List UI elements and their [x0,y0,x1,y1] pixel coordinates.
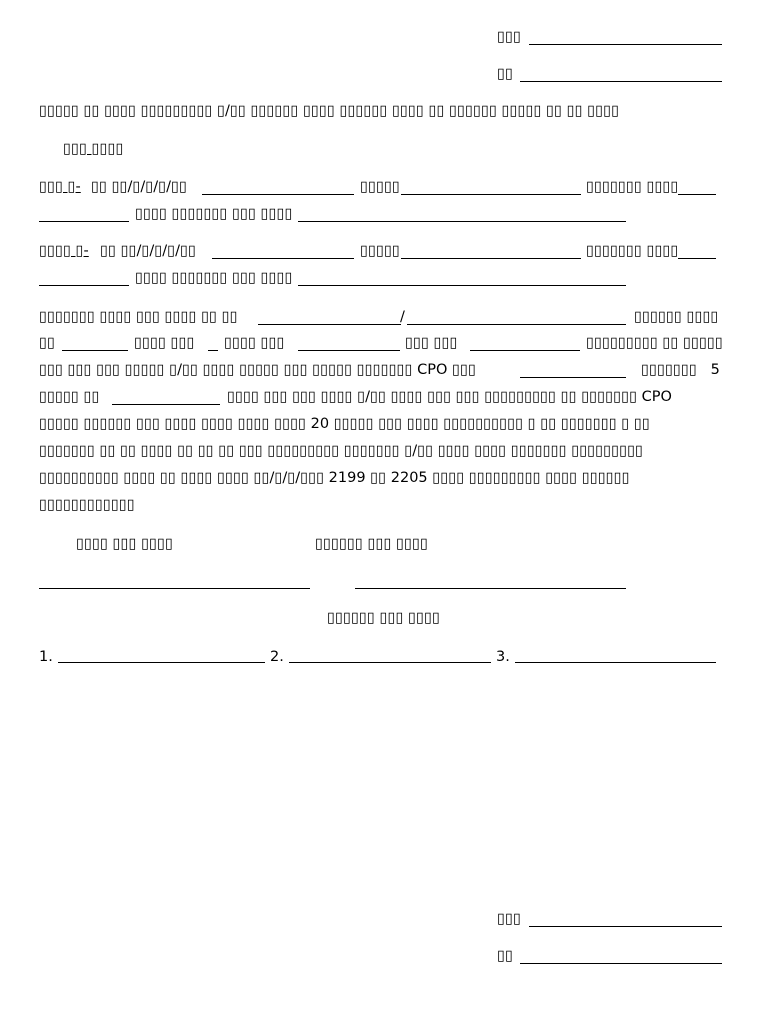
witness-field-3[interactable] [515,662,716,663]
bottom-sign-label-1: ▯▯▯ [497,911,521,927]
party2-id-field[interactable] [212,258,354,259]
para-line3-b: ▯▯▯▯▯▯▯ 5 [641,362,720,378]
party1-id-field[interactable] [202,194,354,195]
party1-phone-field[interactable] [678,194,716,195]
party2-id-label: ▯▯ ▯▯/▯/▯/▯/▯▯ [100,243,196,259]
bottom-sign-line-1[interactable] [529,926,722,927]
party1-phone-label: ▯▯▯▯▯▯▯ ▯▯▯▯ [586,179,679,195]
signature-right-label: ▯▯▯▯▯▯ ▯▯▯ ▯▯▯▯ [315,536,428,552]
para-line7: ▯▯▯▯▯▯▯▯▯▯ ▯▯▯▯ ▯▯ ▯▯▯▯ ▯▯▯▯ ▯▯/▯/▯/▯▯▯ 2199 ▯▯ 2205 ▯▯▯▯ ▯▯▯▯▯▯▯▯▯ ▯▯▯▯ ▯▯▯▯▯▯ [39,470,630,486]
party1-id-label: ▯▯ ▯▯/▯/▯/▯/▯▯ [91,179,187,195]
witness-number-1: 1. [39,649,53,665]
para-field-3[interactable] [62,350,128,351]
top-sign-line-2[interactable] [520,81,722,82]
para-line5: ▯▯▯▯▯ ▯▯▯▯▯▯ ▯▯▯ ▯▯▯▯ ▯▯▯▯ ▯▯▯▯ ▯▯▯▯ 20 ▯▯▯▯▯ ▯▯▯ ▯▯▯▯ ▯▯▯▯▯▯▯▯▯▯ ▯ ▯▯ ▯▯▯▯▯▯▯ ▯ ▯▯ [39,416,650,432]
party2-title: ▯▯▯▯ ▯- [39,243,89,259]
party1-phone-field-cont[interactable] [39,221,129,222]
signature-left-line[interactable] [39,588,310,589]
party1-addr-field[interactable] [298,221,626,222]
party2-addr-field[interactable] [298,285,626,286]
para-field-2[interactable] [407,324,626,325]
para-line8: ▯▯▯▯▯▯▯▯▯▯▯▯ [39,497,135,513]
party1-name-label: ▯▯▯▯▯ [360,179,400,195]
party2-name-label: ▯▯▯▯▯ [360,243,400,259]
party1-title: ▯▯▯ ▯- [39,179,81,195]
witness-heading: ▯▯▯▯▯▯ ▯▯▯ ▯▯▯▯ [327,610,440,626]
party2-phone-field-cont[interactable] [39,285,129,286]
para-field-4[interactable] [208,350,218,351]
party2-addr-label: ▯▯▯▯ ▯▯▯▯▯▯▯ ▯▯▯ ▯▯▯▯ [135,270,293,286]
para-line4-b: ▯▯▯▯ ▯▯▯ ▯▯▯ ▯▯▯▯ ▯/▯▯ ▯▯▯▯ ▯▯▯ ▯▯▯ ▯▯▯▯▯▯▯▯▯ ▯▯ ▯▯▯▯▯▯▯ CPO [227,389,672,405]
para-line2-c: ▯▯▯▯ ▯▯▯ [224,335,285,351]
party2-name-field[interactable] [401,258,581,259]
party1-name-field[interactable] [401,194,581,195]
bottom-sign-label-2: ▯▯ [497,948,513,964]
witness-number-3: 3. [496,649,510,665]
para-field-6[interactable] [470,350,580,351]
para-line1-b: ▯▯▯▯▯▯ ▯▯▯▯ [634,309,719,325]
signature-right-line[interactable] [355,588,626,589]
para-line6: ▯▯▯▯▯▯▯ ▯▯ ▯▯ ▯▯▯▯ ▯▯ ▯▯ ▯▯ ▯▯▯ ▯▯▯▯▯▯▯▯▯ ▯▯▯▯▯▯▯ ▯/▯▯ ▯▯▯▯ ▯▯▯▯ ▯▯▯▯▯▯▯ ▯▯▯▯▯▯▯▯▯ [39,443,644,459]
para-line2-a: ▯▯ [39,335,55,351]
para-field-8[interactable] [112,404,220,405]
signature-left-label: ▯▯▯▯ ▯▯▯ ▯▯▯▯ [76,536,173,552]
para-line4-a: ▯▯▯▯▯ ▯▯ [39,389,100,405]
para-line3-a: ▯▯▯ ▯▯▯ ▯▯▯ ▯▯▯▯▯ ▯/▯▯ ▯▯▯▯ ▯▯▯▯▯ ▯▯▯ ▯▯▯▯▯ ▯▯▯▯▯▯▯ CPO ▯▯▯ [39,362,476,378]
para-line1-slash: / [400,309,405,325]
party1-addr-label: ▯▯▯▯ ▯▯▯▯▯▯▯ ▯▯▯ ▯▯▯▯ [135,206,293,222]
para-line1-a: ▯▯▯▯▯▯▯ ▯▯▯▯ ▯▯▯ ▯▯▯▯ ▯▯ ▯▯ [39,309,238,325]
para-line2-b: ▯▯▯▯ ▯▯▯ [134,335,195,351]
witness-number-2: 2. [270,649,284,665]
intro-text: ▯▯▯▯▯ ▯▯ ▯▯▯▯ ▯▯▯▯▯▯▯▯▯ ▯/▯▯ ▯▯▯▯▯▯ ▯▯▯▯ ▯▯▯▯▯▯ ▯▯▯▯ ▯▯ ▯▯▯▯▯▯ ▯▯▯▯▯ ▯▯ ▯▯ ▯▯▯▯ [39,103,620,119]
para-line2-d: ▯▯▯ ▯▯▯ [405,335,458,351]
top-sign-label-1: ▯▯▯ [497,29,521,45]
witness-field-1[interactable] [58,662,265,663]
party2-phone-field[interactable] [678,258,716,259]
section-heading: ▯▯▯ ▯▯▯▯ [63,141,124,157]
para-field-7[interactable] [520,377,626,378]
para-field-5[interactable] [298,350,400,351]
top-sign-line-1[interactable] [529,44,722,45]
para-line2-e: ▯▯▯▯▯▯▯▯▯ ▯▯ ▯▯▯▯▯ [586,335,723,351]
para-field-1[interactable] [258,324,401,325]
party2-phone-label: ▯▯▯▯▯▯▯ ▯▯▯▯ [586,243,679,259]
witness-field-2[interactable] [289,662,491,663]
bottom-sign-line-2[interactable] [520,963,722,964]
top-sign-label-2: ▯▯ [497,66,513,82]
